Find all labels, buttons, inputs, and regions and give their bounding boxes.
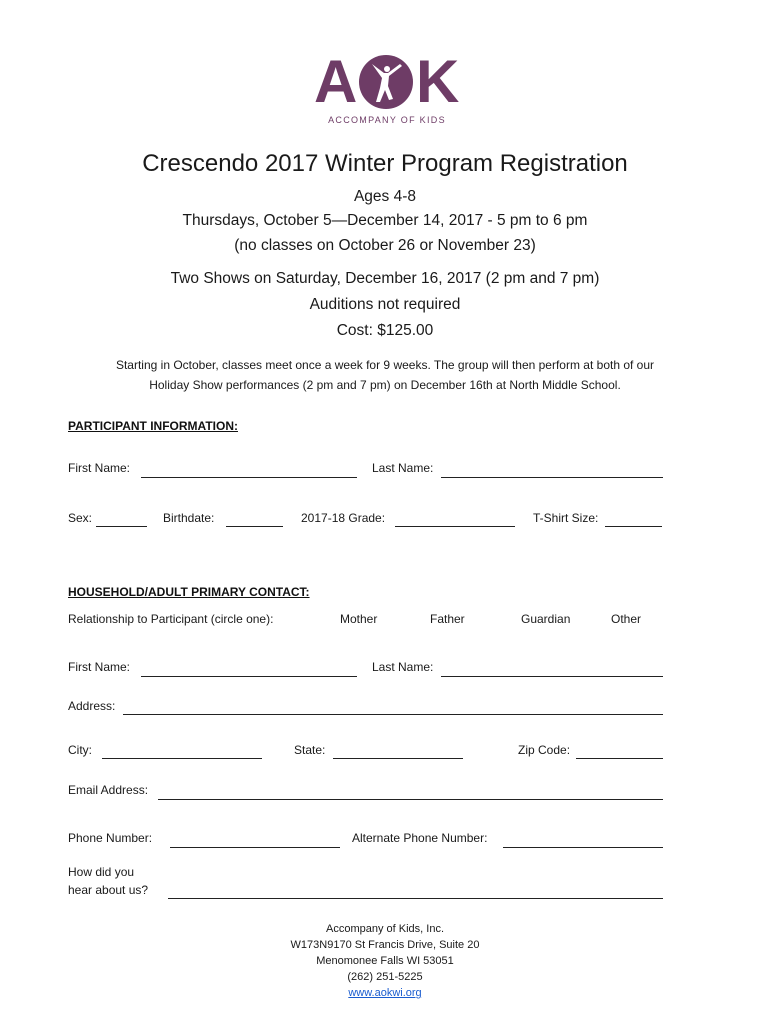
logo-tagline: ACCOMPANY OF KIDS [328,115,446,125]
participant-last-name-label: Last Name: [372,461,434,475]
address-field[interactable] [123,714,663,715]
logo-letter-a: A [314,48,358,115]
participant-first-name-field[interactable] [141,477,357,478]
state-field[interactable] [333,758,463,759]
contact-last-name-label: Last Name: [372,660,434,674]
phone-label: Phone Number: [68,831,153,845]
grade-label: 2017-18 Grade: [301,511,386,525]
alt-phone-field[interactable] [503,847,663,848]
sex-label: Sex: [68,511,93,525]
relationship-option-guardian[interactable]: Guardian [521,612,571,626]
no-classes-text: (no classes on October 26 or November 23) [234,237,536,254]
city-field[interactable] [102,758,262,759]
logo-letter-k: K [416,48,460,115]
participant-last-name-field[interactable] [441,477,663,478]
footer-org: Accompany of Kids, Inc. [326,923,444,935]
tshirt-label: T-Shirt Size: [533,511,599,525]
phone-field[interactable] [170,847,340,848]
birthdate-label: Birthdate: [163,511,215,525]
footer-website-link[interactable]: www.aokwi.org [348,987,422,999]
relationship-label: Relationship to Participant (circle one): [68,612,274,626]
footer-website-wrap [0,987,770,999]
how-heard-label-line-1: How did you [68,865,135,879]
contact-first-name-label: First Name: [68,660,131,674]
how-heard-label-line-2: hear about us? [68,883,149,897]
relationship-option-other[interactable]: Other [611,612,642,626]
contact-first-name-field[interactable] [141,676,357,677]
sex-field[interactable] [96,526,147,527]
city-label: City: [68,743,92,757]
aok-logo [312,48,462,132]
relationship-option-father[interactable]: Father [430,612,465,626]
email-field[interactable] [158,799,663,800]
state-label: State: [294,743,326,757]
intro-line-2: Holiday Show performances (2 pm and 7 pm) on December 16th at North Middle School. [149,378,621,392]
how-heard-field[interactable] [168,898,663,899]
address-label: Address: [68,699,116,713]
footer-street: W173N9170 St Francis Drive, Suite 20 [290,939,480,951]
auditions-text: Auditions not required [309,296,461,313]
email-label: Email Address: [68,783,149,797]
ages-text: Ages 4-8 [353,188,417,205]
birthdate-field[interactable] [226,526,283,527]
participant-heading: PARTICIPANT INFORMATION: [68,419,238,433]
intro-line-1: Starting in October, classes meet once a week for 9 weeks. The group will then perform at both of our [115,358,655,372]
tshirt-field[interactable] [605,526,662,527]
alt-phone-label: Alternate Phone Number: [352,831,488,845]
page-title: Crescendo 2017 Winter Program Registration [142,150,628,177]
contact-last-name-field[interactable] [441,676,663,677]
shows-text: Two Shows on Saturday, December 16, 2017 (2 pm and 7 pm) [170,270,600,287]
schedule-text: Thursdays, October 5—December 14, 2017 - 5 pm to 6 pm [182,212,588,229]
household-heading: HOUSEHOLD/ADULT PRIMARY CONTACT: [68,585,310,599]
grade-field[interactable] [395,526,515,527]
dancer-circle-icon [358,54,414,110]
zip-label: Zip Code: [518,743,571,757]
footer-city: Menomonee Falls WI 53051 [316,955,454,967]
relationship-option-mother[interactable]: Mother [340,612,378,626]
cost-text: Cost: $125.00 [336,322,434,339]
participant-first-name-label: First Name: [68,461,131,475]
footer-phone: (262) 251-5225 [347,971,423,983]
zip-field[interactable] [576,758,663,759]
